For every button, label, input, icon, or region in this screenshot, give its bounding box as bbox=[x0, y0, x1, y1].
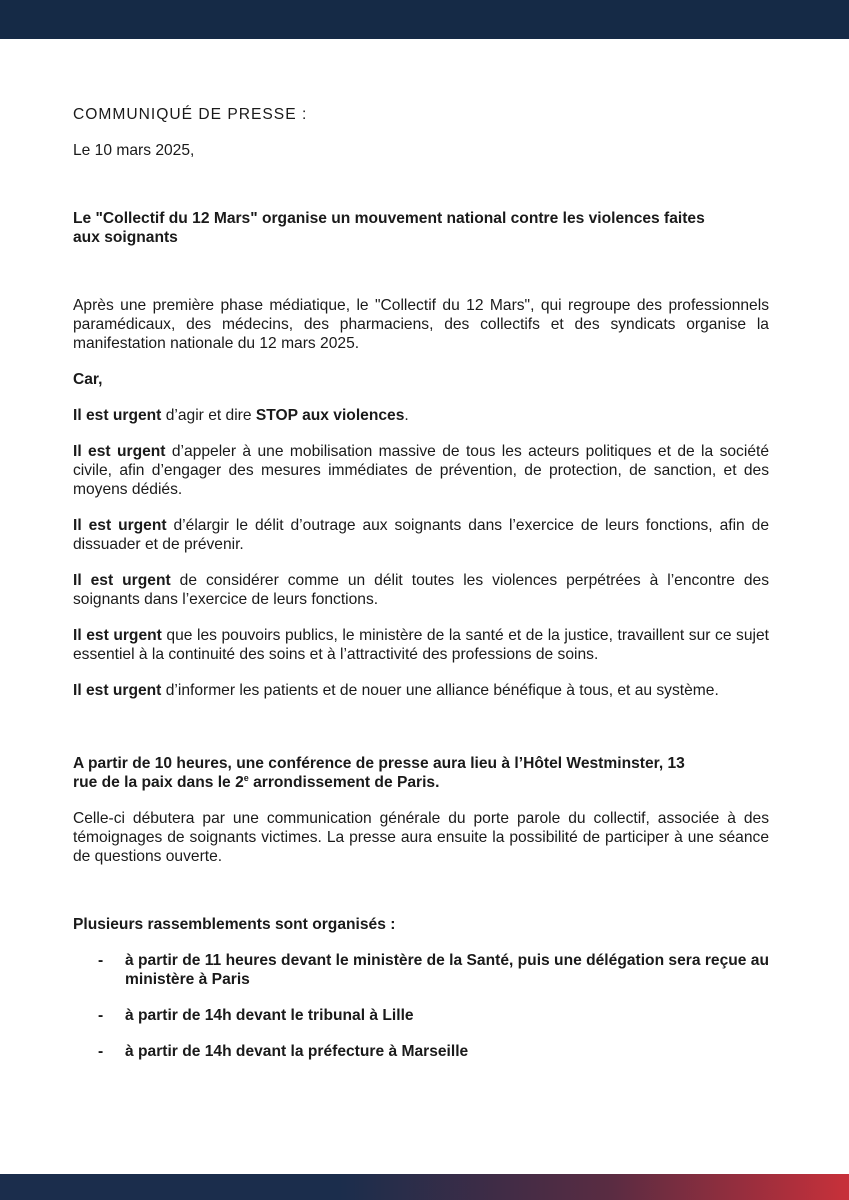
document-title bbox=[73, 209, 769, 247]
conference-line-2 bbox=[73, 773, 769, 792]
urgent-text: d’appeler à une mobilisation massive de tous les acteurs politiques et de la société civile, afin d’engager des mesures immédiates de prévention, de protection, de sanction, et des moyens dédiés. bbox=[73, 443, 769, 498]
urgent-text-end: . bbox=[404, 407, 409, 424]
list-item bbox=[73, 1006, 769, 1025]
conference-announcement bbox=[73, 754, 769, 792]
urgent-label: Il est urgent bbox=[73, 443, 166, 460]
urgent-paragraph-4 bbox=[73, 571, 769, 609]
urgent-text: d’élargir le délit d’outrage aux soignants dans l’exercice de leurs fonctions, afin de dissuader et de prévenir. bbox=[73, 517, 769, 553]
title-line-2: aux soignants bbox=[73, 229, 178, 246]
ordinal-superscript: e bbox=[243, 772, 249, 783]
list-item-text: à partir de 11 heures devant le ministère de la Santé, puis une délégation sera reçue au ministère à Paris bbox=[125, 952, 769, 988]
urgent-label: Il est urgent bbox=[73, 407, 162, 424]
urgent-text: d’informer les patients et de nouer une alliance bénéfique à tous, et au système. bbox=[161, 682, 719, 699]
list-item bbox=[73, 951, 769, 989]
urgent-paragraph-5 bbox=[73, 626, 769, 664]
urgent-emphasis: STOP aux violences bbox=[255, 407, 405, 424]
urgent-paragraph-1 bbox=[73, 406, 769, 425]
list-item-text: à partir de 14h devant la préfecture à Marseille bbox=[125, 1043, 469, 1060]
urgent-label: Il est urgent bbox=[73, 517, 167, 534]
urgent-text: de considérer comme un délit toutes les violences perpétrées à l’encontre des soignants dans l’exercice de leurs fonctions. bbox=[73, 572, 769, 608]
gatherings-list bbox=[73, 951, 769, 1061]
urgent-label: Il est urgent bbox=[73, 682, 162, 699]
intro-paragraph: Après une première phase médiatique, le "Collectif du 12 Mars", qui regroupe des professionnels paramédicaux, des médecins, des pharmaciens, des collectifs et des syndicats organise la manifestation nationale du 12 mars 2025. bbox=[73, 297, 769, 352]
bullet-dash: - bbox=[98, 1007, 104, 1024]
urgent-text: que les pouvoirs publics, le ministère de la santé et de la justice, travaillent sur ce sujet essentiel à la continuité des soins et à l’attractivité des professions de soins. bbox=[73, 627, 769, 663]
gatherings-heading: Plusieurs rassemblements sont organisés : bbox=[73, 916, 396, 933]
document-date: Le 10 mars 2025, bbox=[73, 142, 195, 159]
urgent-label: Il est urgent bbox=[73, 627, 162, 644]
press-release-body bbox=[73, 105, 769, 1061]
conference-line-1: A partir de 10 heures, une conférence de presse aura lieu à l’Hôtel Westminster, 13 bbox=[73, 755, 685, 772]
conference-details: Celle-ci débutera par une communication générale du porte parole du collectif, associée à des témoignages de soignants victimes. La presse aura ensuite la possibilité de participer à une séance de questions ouverte. bbox=[73, 810, 769, 865]
urgent-paragraph-6 bbox=[73, 681, 769, 700]
list-item-text: à partir de 14h devant le tribunal à Lille bbox=[125, 1007, 414, 1024]
urgent-text: d’agir et dire bbox=[161, 407, 256, 424]
title-line-1: Le "Collectif du 12 Mars" organise un mouvement national contre les violences faites bbox=[73, 210, 705, 227]
list-item bbox=[73, 1042, 769, 1061]
bullet-dash: - bbox=[98, 1043, 104, 1060]
urgent-paragraph-2 bbox=[73, 442, 769, 499]
top-header-band bbox=[0, 0, 849, 39]
urgent-paragraph-3 bbox=[73, 516, 769, 554]
car-label: Car, bbox=[73, 371, 103, 388]
conference-text: rue de la paix dans le 2 bbox=[73, 774, 244, 791]
bottom-footer-band bbox=[0, 1174, 849, 1200]
bullet-dash: - bbox=[98, 952, 104, 969]
conference-text-end: arrondissement de Paris. bbox=[248, 774, 440, 791]
document-label: COMMUNIQUÉ DE PRESSE : bbox=[73, 106, 308, 123]
urgent-label: Il est urgent bbox=[73, 572, 171, 589]
